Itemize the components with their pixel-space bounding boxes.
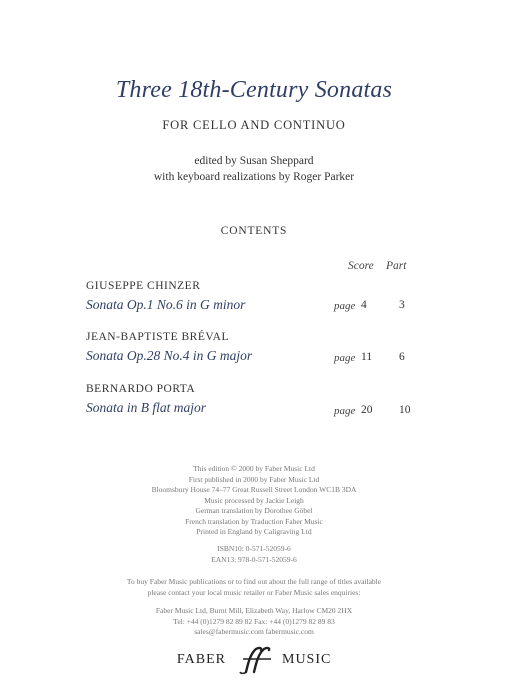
page-label: page <box>334 405 356 417</box>
work-title: Sonata Op.1 No.6 in G minor <box>86 297 246 312</box>
contact-line: sales@fabermusic.com fabermusic.com <box>194 627 314 636</box>
logo-word-faber: FABER <box>176 652 226 667</box>
ff-monogram-icon <box>226 646 282 674</box>
composer-name: BERNARDO PORTA <box>86 383 196 395</box>
contents-heading: CONTENTS <box>220 225 288 237</box>
part-column-header: Part <box>386 260 407 272</box>
score-page-number: 11 <box>361 351 373 363</box>
part-page-number: 6 <box>399 351 405 363</box>
work-title: Sonata Op.28 No.4 in G major <box>86 348 253 363</box>
page-label: page <box>334 300 356 312</box>
imprint-line: French translation by Traduction Faber Music <box>185 516 323 526</box>
imprint-line: Music processed by Jackie Leigh <box>204 495 304 505</box>
isbn10: ISBN10: 0-571-52059-6 <box>217 544 291 553</box>
part-page-number: 10 <box>399 404 411 416</box>
composer-name: GIUSEPPE CHINZER <box>86 280 201 292</box>
editor-credit: edited by Susan Sheppard <box>194 155 314 167</box>
isbn13: EAN13: 978-0-571-52059-6 <box>211 554 297 564</box>
faber-music-logo <box>0 646 508 676</box>
realizations-credit: with keyboard realizations by Roger Parker <box>153 171 355 183</box>
imprint-line: German translation by Dorothee Göbel <box>195 506 313 515</box>
imprint-block <box>0 464 508 538</box>
contact-line: Tel: +44 (0)1279 82 89 82 Fax: +44 (0)1279 82 89 83 <box>173 616 335 626</box>
work-title: Sonata in B flat major <box>86 400 207 415</box>
isbn-block <box>0 544 508 565</box>
score-page-number: 20 <box>361 404 373 416</box>
sales-line: To buy Faber Music publications or to find out about the full range of titles available <box>126 577 382 586</box>
book-subtitle: FOR CELLO AND CONTINUO <box>162 118 346 132</box>
imprint-line: First published in 2000 by Faber Music Ltd <box>188 474 320 484</box>
book-title: Three 18th-Century Sonatas <box>115 77 393 103</box>
contact-line: Faber Music Ltd, Burnt Mill, Elizabeth Way, Harlow CM20 2HX <box>155 606 353 615</box>
sales-info <box>0 577 508 598</box>
contact-info <box>0 606 508 638</box>
score-column-header: Score <box>348 260 374 272</box>
score-page-number: 4 <box>361 299 367 311</box>
composer-name: JEAN-BAPTISTE BRÉVAL <box>86 331 230 343</box>
imprint-line: Printed in England by Caligraving Ltd <box>196 527 312 536</box>
imprint-line: Bloomsbury House 74–77 Great Russell Street London WC1B 3DA <box>151 485 357 494</box>
logo-word-music: MUSIC <box>282 652 332 667</box>
part-page-number: 3 <box>399 299 405 311</box>
sales-line: please contact your local music retailer or Faber Music sales enquiries: <box>147 587 361 597</box>
page-label: page <box>334 352 356 364</box>
imprint-line: This edition © 2000 by Faber Music Ltd <box>193 464 315 473</box>
